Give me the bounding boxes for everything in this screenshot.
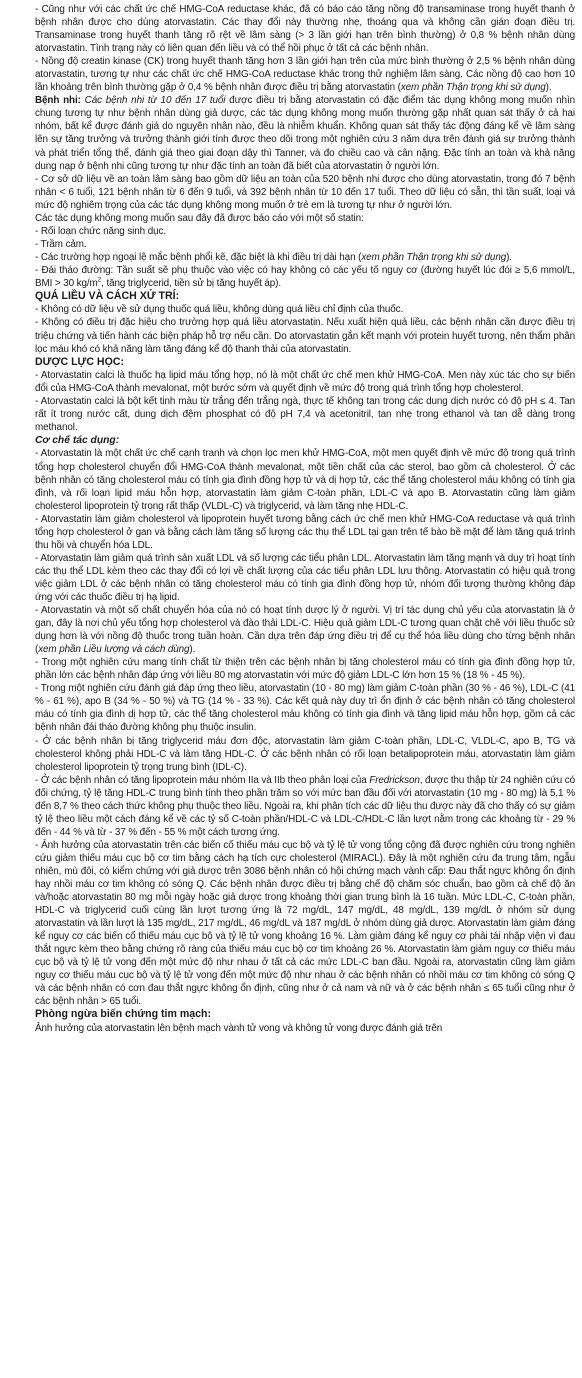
mechanism-paragraph-8: - Ở các bệnh nhân có tăng lipoprotein máu nhóm IIa và IIb theo phân loại của Fredrickson, được thu thập từ 24 nghiên cứu có đối chứng, tỷ lệ tăng HDL-C trung bình tính theo phần trăm so với mức ban đầu đối với atorvastatin (10 mg - 80 mg) là 5,1 % đến 8,7 % theo cách thức không phụ thuộc theo liều. Ngoài ra, khi phân tích các dữ liệu thu được này đã cho thấy có sự giảm tỷ lệ theo liều một cách đáng kể về các tỷ số C-toàn phần/HDL-C và LDL-C/HDL-C lần lượt nằm trong các khoảng từ - 29 % đến - 44 % và từ - 37 % đến - 55 % một cách tương ứng. <box>35 774 575 838</box>
transaminase-paragraph: - Cũng như với các chất ức chế HMG-CoA reductase khác, đã có báo cáo tăng nồng độ transaminase trong huyết thanh ở bệnh nhân được cho dùng atorvastatin. Các thay đổi này thường nhẹ, thoáng qua và không cần gián đoạn điều trị. Transaminase trong huyết thanh tăng rõ rệt về lâm sàng (> 3 lần giới hạn trên bình thường) ở 0,8 % bệnh nhân dùng atorvastatin. Tình trạng này có liên quan đến liều và có thể hồi phục ở tất cả các bệnh nhân. <box>35 4 575 55</box>
list-item: - Trầm cảm. <box>35 238 87 250</box>
pharmacodynamics-paragraph-1: - Atorvastatin calci là thuốc hạ lipid máu tổng hợp, nó là một chất ức chế men khử HMG-CoA. Men này xúc tác cho sự biến đổi của HMG-CoA thành mevalonat, một bước sớm và quyết định về mức độ trong quá trình tổng hợp cholesterol. <box>35 370 575 395</box>
pediatric-paragraph: Bệnh nhi: Các bệnh nhi từ 10 đến 17 tuổi được điều trị bằng atorvastatin có đặc điểm tác dụng không mong muốn nhìn chung tương tự như bệnh nhân dùng giả dược, các tác dụng không mong muốn thường gặp nhất quan sát thấy ở cả hai nhóm, bất kể được đánh giá do nguyên nhân nào, đều là nhiễm khuẩn. Không quan sát thấy tác động đáng kể về lâm sàng lên sự tăng trưởng và trưởng thành giới tính được theo dõi trong một nghiên cứu 3 năm dựa trên đánh giá sự trưởng thành và phát triển tổng thể, đánh giá theo giai đoạn dậy thì Tanner, và đo chiều cao và cân nặng. Đặc tính an toàn và khả năng dung nạp ở bệnh nhi cũng tương tự như đặc tính an toàn đã biết của atorvastatin ở người lớn. <box>35 95 575 172</box>
mechanism-paragraph-2: - Atorvastatin làm giảm cholesterol và lipoprotein huyết tương bằng cách ức chế men khử HMG-CoA reductase và quá trình tổng hợp cholesterol ở gan và bằng cách làm tăng số lượng các thụ thể LDL tại gan trên tế bào bề mặt để làm tăng quá trình thu hồi và chuyển hóa LDL. <box>35 513 575 551</box>
mechanism-paragraph-6: - Trong một nghiên cứu đánh giá đáp ứng theo liều, atorvastatin (10 - 80 mg) làm giảm C-toàn phần (30 % - 46 %), LDL-C (41 % - 61 %), apo B (34 % - 50 %) và TG (14 % - 33 %). Các kết quả này duy trì ổn định ở các bệnh nhân có tăng cholesterol máu có tính gia đình dị hợp tử, các thể tăng cholesterol máu không có tính gia đình và tăng lipid máu hỗn hợp, gồm cả các bệnh nhân đái tháo đường không phụ thuộc insulin. <box>35 683 575 734</box>
statin-effects-intro: Các tác dụng không mong muốn sau đây đã được báo cáo với một số statin: <box>35 212 364 224</box>
overdose-paragraph-1: - Không có dữ liệu về sử dụng thuốc quá liều, không dùng quá liều chỉ định của thuốc. <box>35 304 404 316</box>
mechanism-heading: Cơ chế tác dụng: <box>35 435 120 447</box>
mechanism-paragraph-1: - Atorvastatin là một chất ức chế cạnh tranh và chọn lọc men khử HMG-CoA, một men quyết định về mức độ trong quá trình tổng hợp cholesterol chuyển đổi HMG-CoA thành mevalonat, một tiền chất của các sterol, bao gồm cả cholesterol. Ở các bệnh nhân có tăng cholesterol máu có tính gia đình đồng hợp tử và dị hợp tử, các thể tăng cholesterol máu không có tính gia đình, và rối loạn lipid máu hỗn hợp, atorvastatin làm giảm C-toàn phần, LDL-C và apo B. Atorvastatin cũng làm giảm cholesterol lipoprotein tỷ trọng rất thấp (VLDL-C) và triglycerid, và làm tăng nhẹ HDL-C. <box>35 448 575 512</box>
list-item: - Rối loạn chức năng sinh dục. <box>35 225 166 237</box>
prevention-heading: Phòng ngừa biến chứng tim mạch: <box>35 1008 212 1021</box>
list-item-lung: - Các trường hợp ngoại lệ mắc bệnh phổi kẽ, đặc biệt là khi điều trị dài hạn (xem phần Thận trọng khi sử dụng). <box>35 251 512 263</box>
creatin-kinase-paragraph: - Nồng độ creatin kinase (CK) trong huyết thanh tăng hơn 3 lần giới hạn trên của mức bình thường ở 2,5 % bệnh nhân dùng atorvastatin, tương tự như các chất ức chế HMG-CoA reductase khác trong thử nghiệm lâm sàng. Các nồng độ cao hơn 10 lần khoảng trên bình thường gặp ở 0,4 % bệnh nhân được điều trị bằng atorvastatin (xem phần Thận trọng khi sử dụng). <box>35 56 575 94</box>
overdose-heading: QUÁ LIỀU VÀ CÁCH XỬ TRÍ: <box>35 290 180 303</box>
mechanism-paragraph-4: - Atorvastatin và một số chất chuyển hóa của nó có hoạt tính dược lý ở người. Vị trí tác dụng chủ yếu của atorvastatin là ở gan, đây là nơi chủ yếu tổng hợp cholesterol và đào thải LDL-C. Hiệu quả giảm LDL-C tương quan chặt chẽ với liều thuốc sử dụng hơn là với nồng độ thuốc trong tuần hoàn. Cần dựa trên đáp ứng điều trị để cụ thể hóa liều dùng cho từng bệnh nhân (xem phần Liều lượng và cách dùng). <box>35 605 575 656</box>
mechanism-paragraph-7: - Ở các bệnh nhân bị tăng triglycerid máu đơn độc, atorvastatin làm giảm C-toàn phần, LDL-C, VLDL-C, apo B, TG và cholesterol không phải HDL-C và làm tăng HDL-C. Ở các bệnh nhân có rối loạn betalipoprotein máu, atorvastatin làm giảm cholesterol lipoprotein tỷ trọng trung bình (IDL-C). <box>35 735 575 773</box>
mechanism-paragraph-3: - Atorvastatin làm giảm quá trình sản xuất LDL và số lượng các tiểu phân LDL. Atorvastatin làm tăng mạnh và duy trì hoạt tính các thụ thể LDL kèm theo các thay đổi có lợi về chất lượng của các tiểu phân LDL lưu thông. Atorvastatin có hiệu quả trong việc giảm LDL ở các bệnh nhân có tăng cholesterol máu có tính gia đình đồng hợp tử, nhóm đối tượng thường không đáp ứng với các thuốc điều trị hạ lipid. <box>35 552 575 603</box>
list-item-diabetes: - Đái tháo đường: Tần suất sẽ phụ thuộc vào việc có hay không có các yếu tố nguy cơ (đường huyết lúc đói ≥ 5,6 mmol/L, BMI > 30 $kg/m^2$, tăng triglycerid, tiền sử bị tăng huyết áp). <box>35 264 575 289</box>
pharmacodynamics-heading: DƯỢC LỰC HỌC: <box>35 355 124 368</box>
mechanism-paragraph-5: - Trong một nghiên cứu mang tính chất từ thiện trên các bệnh nhân bị tăng cholesterol máu có tính gia đình đồng hợp tử, phần lớn các bệnh nhân đáp ứng với liều 80 mg atorvastatin với mức độ giảm LDL-C lớn hơn 15 % (18 % - 45 %). <box>35 657 575 682</box>
prevention-paragraph-cut: Ảnh hưởng của atorvastatin lên bệnh mạch vành tử vong và không tử vong được đánh giá trên <box>35 1022 443 1034</box>
overdose-paragraph-2: - Không có điều trị đặc hiệu cho trường hợp quá liều atorvastatin. Nếu xuất hiện quá liều, các bệnh nhân cần được điều trị triệu chứng và tiến hành các biện pháp hỗ trợ nếu cần. Do atorvastatin gắn kết mạnh với protein huyết tương, nên thẩm phân lọc máu khó có khả năng làm tăng đáng kể độ thanh thải của atorvastatin. <box>35 317 575 355</box>
pharmacodynamics-paragraph-2: - Atorvastatin calci là bột kết tinh màu từ trắng đến trắng ngà, thực tế không tan trong các dung dịch nước có độ pH ≤ 4. Tan rất ít trong nước cất, dung dịch đệm phosphat có độ pH 7,4 và acetonitril, tan nhẹ trong ethanol và tan dễ dàng trong methanol. <box>35 396 575 434</box>
pediatric-data-paragraph: - Cơ sở dữ liệu về an toàn lâm sàng bao gồm dữ liệu an toàn của 520 bệnh nhi được cho dùng atorvastatin, trong đó 7 bệnh nhân < 6 tuổi, 121 bệnh nhân từ 6 đến 9 tuổi, và 392 bệnh nhân từ 10 đến 17 tuổi. Theo dữ liệu có sẵn, thì tần suất, loại và mức độ nghiêm trọng của các tác dụng không mong muốn ở trẻ em là tương tự như ở người lớn. <box>35 173 575 211</box>
mechanism-paragraph-9: - Ảnh hưởng của atorvastatin trên các biến cố thiếu máu cục bộ và tỷ lệ tử vong tổng cộng đã được nghiên cứu trong nghiên cứu giảm thiếu máu cục bộ cơ tim bằng cách hạ tích cực cholesterol (MIRACL). Đây là một nghiên cứu đa trung tâm, ngẫu nhiên, mù đôi, có kiểm chứng với giả dược trên 3086 bệnh nhân có hội chứng mạch vành cấp: Đau thắt ngực không ổn định hay nhồi máu cơ tim không có sóng Q. Các bệnh nhân được điều trị bằng chế độ chăm sóc chuẩn, bao gồm cả chế độ ăn và/hoặc atorvastatin 80 mg mỗi ngày hoặc giả dược trong khoảng thời gian trung bình là 16 tuần. Mức LDL-C, C-toàn phần, HDL-C và triglycerid cuối cùng lần lượt tương ứng là 72 mg/dL, 147 mg/dL, 48 mg/dL, 139 mg/dL ở nhóm sử dụng atorvastatin và lần lượt là 135 mg/dL, 217 mg/dL, 46 mg/dL và 187 mg/dL ở nhóm dùng giả dược. Atorvastatin làm giảm đáng kể nguy cơ các biến cố thiếu máu cục bộ và tỷ lệ tử vong khoảng 16 %. Làm giảm đáng kể nguy cơ phải tái nhập viện vì đau thắt ngực kèm theo bằng chứng rõ ràng của thiếu máu cục bộ cơ tim khoảng 26 %. Atorvastatin làm giảm nguy cơ thiếu máu cục bộ và tỷ lệ tử vong đến một mức độ như nhau ở tất cả các mức LDL-C ban đầu. Ngoài ra, atorvastatin cũng làm giảm nguy cơ thiếu máu cục bộ và tỷ lệ tử vong đến một mức độ như nhau ở các bệnh nhân có nhồi máu cơ tim không có sóng Q và các bệnh nhân có cơn đau thắt ngực không ổn định, cũng như ở cả nam và nữ và ở các bệnh nhân ≤ 65 tuổi cũng như ở các bệnh nhân > 65 tuổi. <box>35 839 575 1008</box>
see-precautions-ref: xem phần Thận trọng khi sử dụng <box>400 82 546 94</box>
pediatric-label: Bệnh nhi: <box>35 95 81 107</box>
